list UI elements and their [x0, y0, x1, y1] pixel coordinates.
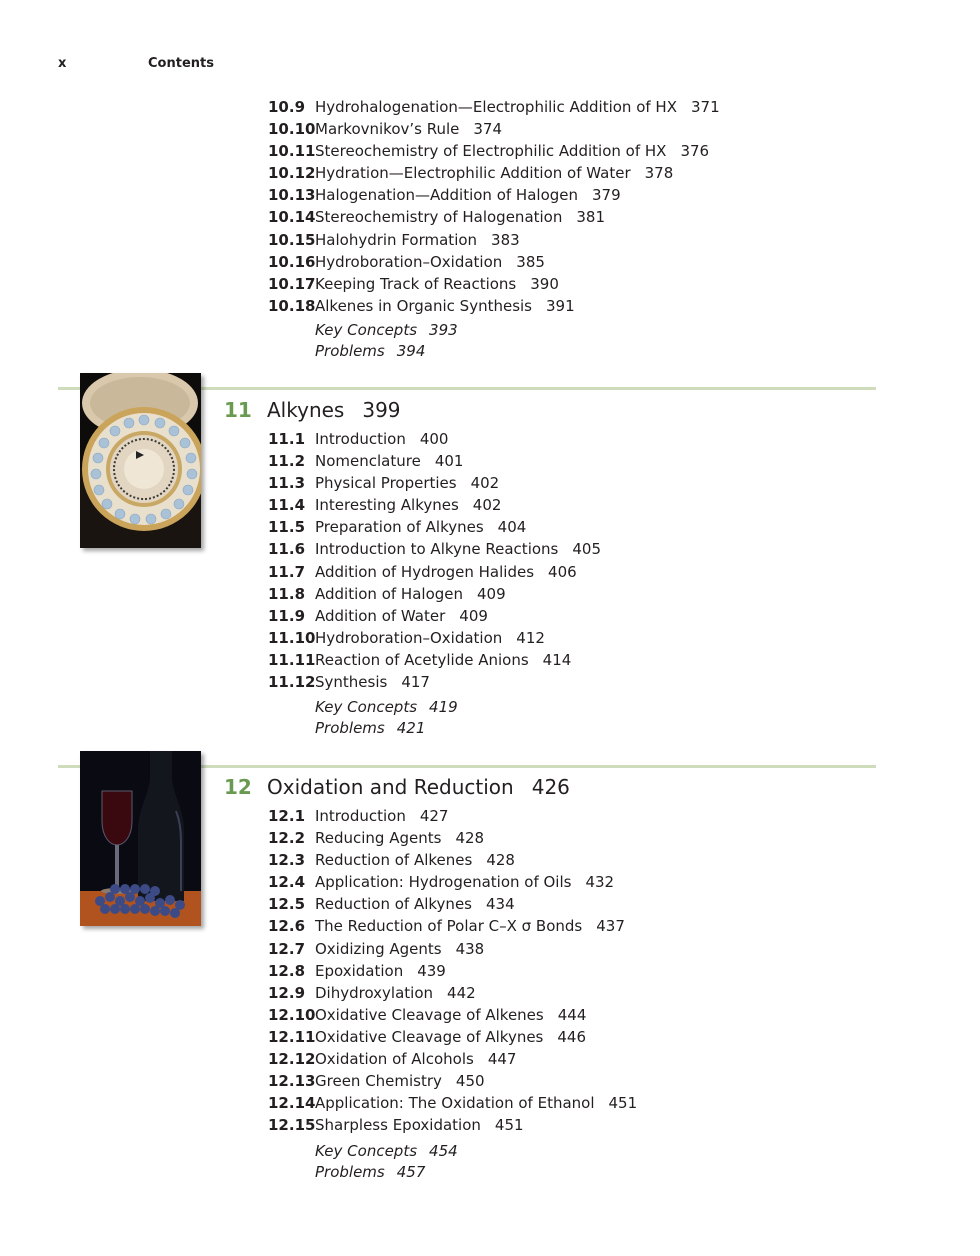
end-matter-title: Problems: [315, 719, 385, 737]
end-matter-entry: [315, 1141, 458, 1162]
section-title: Sharpless Epoxidation: [315, 1116, 481, 1135]
toc-entry: [268, 827, 637, 849]
section-number: 12.6: [268, 917, 306, 936]
section-title: Hydration—Electrophilic Addition of Water: [315, 164, 631, 183]
section-page: 385: [516, 252, 545, 271]
section-title: Markovnikov’s Rule: [315, 120, 460, 139]
toc-entry: [268, 273, 720, 295]
chapter-11-heading: [224, 397, 401, 423]
toc-entry: [268, 516, 601, 538]
toc-entry: [268, 671, 601, 693]
section-title: Stereochemistry of Halogenation: [315, 208, 563, 227]
end-matter-entry: [315, 718, 458, 739]
section-title: Halohydrin Formation: [315, 230, 478, 249]
section-number: 11.10: [268, 628, 316, 647]
pill-dispenser-image: [80, 373, 201, 548]
end-matter-title: Problems: [315, 1163, 385, 1181]
section-number: 10.15: [268, 230, 316, 249]
section-title: Dihydroxylation: [315, 983, 434, 1002]
section-title: Introduction: [315, 430, 406, 448]
section-page: 379: [592, 186, 621, 205]
section-title: Synthesis: [315, 673, 388, 692]
section-page: 376: [680, 142, 710, 161]
end-matter-title: Problems: [315, 342, 385, 360]
section-title: Oxidizing Agents: [315, 939, 442, 958]
toc-entry: [268, 1026, 637, 1048]
section-page: 409: [459, 606, 488, 625]
section-title: Oxidative Cleavage of Alkynes: [315, 1027, 544, 1046]
section-title: Reduction of Alkenes: [315, 851, 473, 870]
section-page: 405: [572, 540, 601, 559]
section-title: Reducing Agents: [315, 829, 442, 848]
toc-entry: [268, 295, 720, 317]
end-matter-page: 421: [396, 719, 426, 737]
section-page: 400: [419, 430, 449, 448]
section-page: 401: [434, 452, 464, 471]
toc-entry: [268, 450, 601, 472]
section-page: 437: [596, 917, 625, 936]
running-head-title: Contents: [148, 56, 214, 71]
toc-entry: [268, 893, 637, 915]
section-title: Addition of Halogen: [315, 584, 464, 603]
section-number: 12.5: [268, 895, 306, 914]
chapter-title: Alkynes: [267, 398, 345, 422]
toc-entry: [268, 229, 720, 251]
section-number: 12.7: [268, 939, 306, 958]
end-matter-page: 393: [429, 321, 458, 339]
chapter-12-end-matter: [315, 1141, 458, 1183]
toc-entry: [268, 1092, 637, 1114]
section-number: 11.8: [268, 584, 306, 603]
section-page: 444: [557, 1005, 587, 1024]
chapter-number: 12: [224, 775, 252, 799]
section-number: 10.9: [268, 98, 306, 116]
section-page: 428: [455, 829, 485, 848]
section-page: 374: [473, 120, 503, 139]
section-page: 383: [491, 230, 520, 249]
chapter-11-end-matter: [315, 697, 458, 739]
section-number: 11.11: [268, 650, 316, 669]
section-title: Green Chemistry: [315, 1072, 442, 1091]
section-number: 12.14: [268, 1094, 316, 1113]
toc-entry: [268, 1070, 637, 1092]
toc-entry: [268, 960, 637, 982]
toc-entry: [268, 871, 637, 893]
section-page: 442: [447, 983, 476, 1002]
section-number: 12.10: [268, 1005, 316, 1024]
end-matter-entry: [315, 697, 458, 718]
end-matter-title: Key Concepts: [315, 1142, 418, 1160]
section-page: 371: [690, 98, 720, 116]
section-title: Application: The Oxidation of Ethanol: [315, 1094, 595, 1113]
toc-entry: [268, 982, 637, 1004]
section-page: 381: [576, 208, 606, 227]
toc-entry: [268, 428, 601, 450]
section-title: Alkenes in Organic Synthesis: [315, 296, 533, 315]
toc-entry: [268, 96, 720, 118]
end-matter-page: 457: [396, 1163, 426, 1181]
section-number: 10.18: [268, 296, 316, 315]
section-number: 10.10: [268, 120, 316, 139]
section-page: 406: [548, 562, 577, 581]
section-number: 11.1: [268, 430, 306, 448]
chapter-10-section-list: [268, 96, 720, 317]
toc-entry: [268, 494, 601, 516]
section-title: Hydroboration–Oxidation: [315, 628, 503, 647]
end-matter-entry: [315, 320, 458, 341]
end-matter-page: 419: [429, 698, 458, 716]
toc-entry: [268, 251, 720, 273]
chapter-12-photo: [80, 751, 201, 926]
toc-entry: [268, 140, 720, 162]
section-page: 414: [542, 650, 572, 669]
section-title: Addition of Hydrogen Halides: [315, 562, 535, 581]
section-title: Oxidation of Alcohols: [315, 1050, 474, 1069]
toc-entry: [268, 162, 720, 184]
section-number: 12.1: [268, 807, 306, 825]
toc-entry: [268, 538, 601, 560]
section-number: 12.15: [268, 1116, 316, 1135]
section-title: Introduction to Alkyne Reactions: [315, 540, 559, 559]
chapter-page: 426: [531, 775, 570, 799]
section-title: Reaction of Acetylide Anions: [315, 650, 529, 669]
chapter-number: 11: [224, 398, 252, 422]
section-number: 10.12: [268, 164, 316, 183]
section-page: 402: [470, 474, 500, 493]
toc-entry: [268, 938, 637, 960]
section-title: Hydroboration–Oxidation: [315, 252, 503, 271]
section-number: 12.4: [268, 873, 306, 892]
end-matter-page: 394: [396, 342, 426, 360]
section-title: Oxidative Cleavage of Alkenes: [315, 1005, 544, 1024]
chapter-11-section-list: [268, 428, 601, 693]
toc-entry: [268, 1114, 637, 1136]
end-matter-title: Key Concepts: [315, 321, 418, 339]
section-page: 451: [494, 1116, 524, 1135]
section-page: 438: [455, 939, 485, 958]
toc-entry: [268, 1048, 637, 1070]
section-number: 11.9: [268, 606, 306, 625]
toc-entry: [268, 915, 637, 937]
section-number: 12.11: [268, 1027, 316, 1046]
section-page: 447: [487, 1050, 517, 1069]
section-page: 451: [608, 1094, 638, 1113]
chapter-11-photo: [80, 373, 201, 548]
section-number: 12.13: [268, 1072, 316, 1091]
section-number: 12.3: [268, 851, 306, 870]
section-title: Keeping Track of Reactions: [315, 274, 517, 293]
section-title: Addition of Water: [315, 606, 446, 625]
end-matter-page: 454: [429, 1142, 458, 1160]
section-page: 391: [546, 296, 575, 315]
toc-entry: [268, 1004, 637, 1026]
toc-entry: [268, 583, 601, 605]
toc-entry: [268, 184, 720, 206]
section-number: 12.8: [268, 961, 306, 980]
toc-entry: [268, 561, 601, 583]
section-page: 427: [419, 807, 449, 825]
section-page: 404: [497, 518, 527, 537]
section-page: 432: [585, 873, 615, 892]
section-number: 12.9: [268, 983, 306, 1002]
section-page: 439: [417, 961, 446, 980]
section-number: 10.17: [268, 274, 316, 293]
section-number: 11.6: [268, 540, 306, 559]
section-title: Reduction of Alkynes: [315, 895, 472, 914]
section-page: 428: [486, 851, 515, 870]
section-number: 11.5: [268, 518, 306, 537]
section-title: Introduction: [315, 807, 406, 825]
toc-entry: [268, 649, 601, 671]
end-matter-entry: [315, 341, 458, 362]
section-title: Physical Properties: [315, 474, 457, 493]
section-page: 434: [486, 895, 515, 914]
section-page: 402: [472, 496, 502, 515]
section-number: 11.3: [268, 474, 306, 493]
toc-entry: [268, 206, 720, 228]
chapter-title: Oxidation and Reduction: [267, 775, 514, 799]
section-page: 446: [557, 1027, 587, 1046]
section-number: 10.13: [268, 186, 316, 205]
section-title: Epoxidation: [315, 961, 404, 980]
section-number: 12.2: [268, 829, 306, 848]
chapter-10-end-matter: [315, 320, 458, 362]
section-title: Stereochemistry of Electrophilic Addition of HX: [315, 142, 667, 161]
section-number: 11.2: [268, 452, 306, 471]
section-page: 378: [644, 164, 674, 183]
toc-entry: [268, 472, 601, 494]
chapter-12-section-list: [268, 805, 637, 1136]
section-number: 11.7: [268, 562, 306, 581]
section-number: 10.16: [268, 252, 316, 271]
section-title: The Reduction of Polar C–X σ Bonds: [315, 917, 583, 936]
section-number: 11.12: [268, 673, 316, 692]
end-matter-title: Key Concepts: [315, 698, 418, 716]
toc-entry: [268, 605, 601, 627]
wine-bottle-image: [80, 751, 201, 926]
section-number: 10.11: [268, 142, 316, 161]
section-number: 12.12: [268, 1050, 316, 1069]
section-title: Nomenclature: [315, 452, 421, 471]
toc-entry: [268, 805, 637, 827]
end-matter-entry: [315, 1162, 458, 1183]
section-page: 417: [401, 673, 430, 692]
section-page: 409: [477, 584, 506, 603]
page-folio: x: [58, 56, 67, 71]
section-number: 10.14: [268, 208, 316, 227]
toc-entry: [268, 849, 637, 871]
section-title: Preparation of Alkynes: [315, 518, 484, 537]
section-title: Interesting Alkynes: [315, 496, 459, 515]
section-page: 412: [516, 628, 545, 647]
toc-entry: [268, 118, 720, 140]
section-title: Hydrohalogenation—Electrophilic Addition of HX: [315, 98, 677, 116]
section-title: Application: Hydrogenation of Oils: [315, 873, 572, 892]
section-title: Halogenation—Addition of Halogen: [315, 186, 579, 205]
section-page: 390: [530, 274, 559, 293]
toc-entry: [268, 627, 601, 649]
section-page: 450: [455, 1072, 485, 1091]
chapter-page: 399: [362, 398, 401, 422]
section-number: 11.4: [268, 496, 306, 515]
chapter-12-heading: [224, 774, 570, 800]
